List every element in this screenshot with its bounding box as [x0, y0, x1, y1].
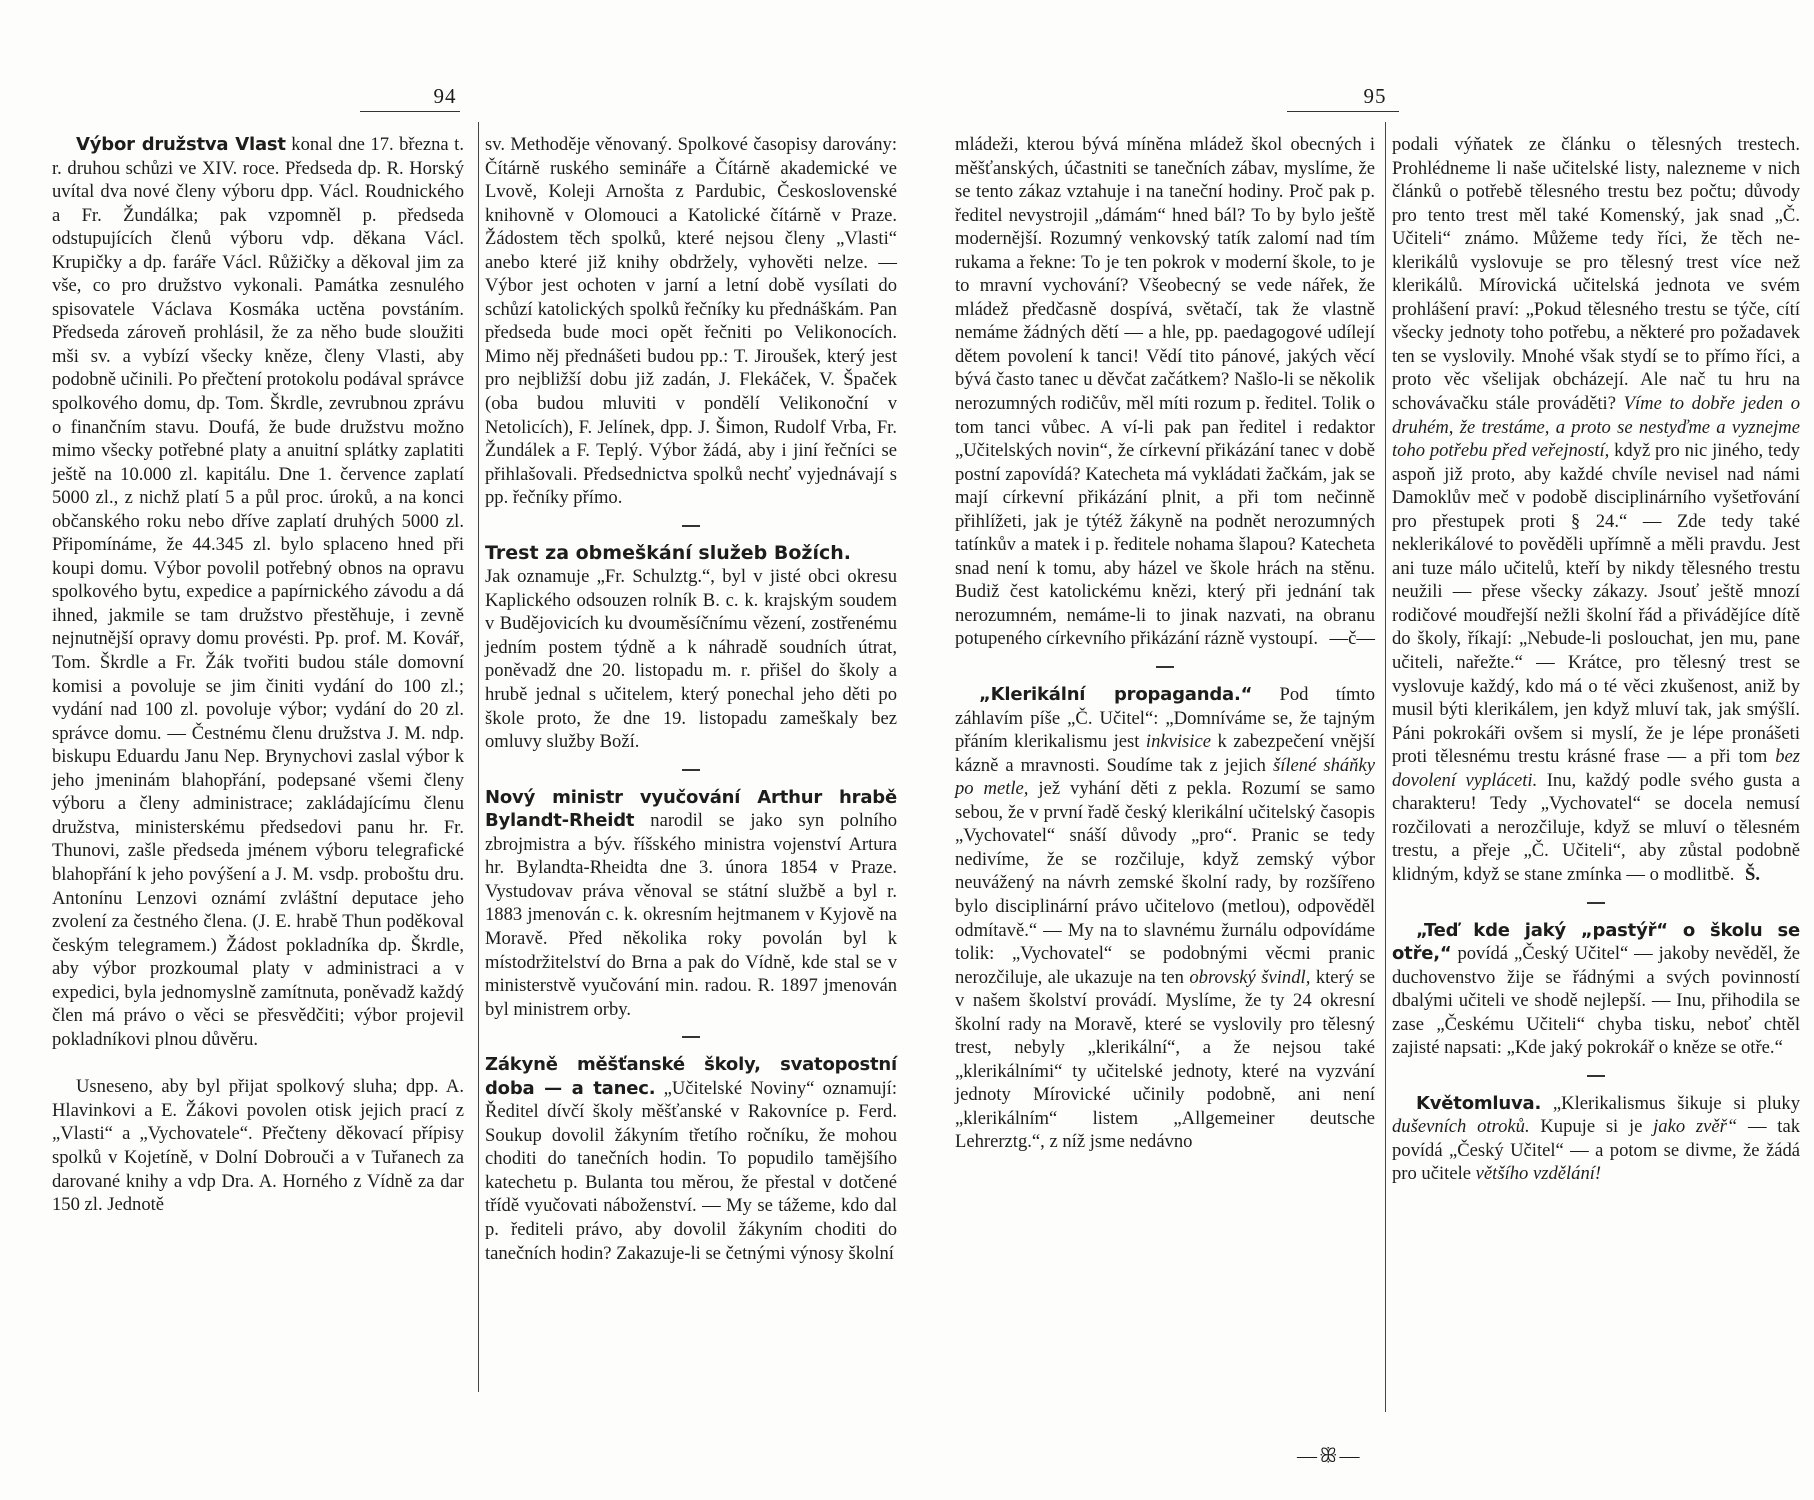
- headline-pastyr: „Teď kde jaký „pastýř“ o školu se otře,“: [1392, 919, 1800, 965]
- emphasis-svindl: obrovský švindl,: [1189, 966, 1311, 988]
- article-trest: [485, 542, 897, 754]
- body-pastyr: povídá „Český Učitel“ — jakoby nevěděl, že duchovenstvo žije se řádnými a svých povinností dbalými učiteli ve shodě nejlepší. — Inu, přihodila se zase „Českému Učiteli“ chyba tisku, neboť chtěl zajisté napsati: „Kde jaký pokrokář o kněze se otře.“: [1392, 943, 1800, 1059]
- right-page: [907, 0, 1814, 1500]
- signature-s: Š.: [1745, 863, 1760, 885]
- emphasis-vyplaceti: bez dovolení vypláceti.: [1392, 746, 1800, 791]
- body-kvetomluva-a: „Klerikalismus šikuje si pluky: [1552, 1092, 1800, 1114]
- body-vybor-druzstva: konal dne 17. března t. r. druhou schůzi ve XIV. roce. Předseda dp. R. Horský uvítal dva nové členy výboru dpp. Václ. Roudnického a Fr. Žundálka; pak vzpomněl p. předseda odstupujících členů výboru vdp. děkana Václ. Krupičky a dp. faráře Václ. Růžičky a děkoval jim za vše, co pro družstvo vykonali. Památka zesnulého spisovatele Václava Kosmáka uctěna povstáním. Předseda zároveň prohlásil, že za něho bude sloužiti mši sv. a vybízí všecky kněze, členy Vlasti, aby podobně učinili. Po přečtení protokolu podával správce spolkového domu, dp. Tom. Škrdle, zevrubnou zprávu o finančním stavu. Doufá, že bude družstvu možno mimo všecky potřebné platy a anuitní splátky zaplatiti ještě na 10.000 zl. kapitálu. Dne 1. července zaplatí 5000 zl., z nichž platí 5 a půl proc. úroků, a na konci občanského roku nebo dříve zaplatí druhých 5000 zl. Připomínáme, že 44.345 zl. bylo splaceno hned při koupi domu. Výbor povolil potřebný obnos na opravu spolkového bytu, expedice a papírnického závodu a dá ihned, jakmile se tam družstvo přestěhuje, i zevně nejnutnější opravy domu provésti. Pp. prof. M. Kovář, Tom. Škrdle a Fr. Žák tvořiti budou stále domovní komisi a povoluje se jim činiti vydání do 100 zl.; vydání nad 100 zl. povoluje výbor; vydání do 20 zl. správce domu. — Čestnému členu družstva J. M. ndp. biskupu Eduardu Janu Nep. Brynychovi zaslal výbor k jeho jmeninám blahopřání, podepsané všemi členy výboru a členy administrace; zakládajícímu členu družstva, ministerskému předsedovi panu hr. Fr. Thunovi, zašle předseda jménem výboru telegrafické blahopřání k jeho povýšení a J. M. vsdp. proboštu dru. Antonínu Lenzovi oznámí zvláštní deputace jeho zvolení za čestného člena. (J. E. hrabě Thun poděkoval českým telegramem.) Žádost pokladníka dp. Škrdle, aby výbor prozkoumal platy v administraci a v expedici, byla jednomyslně zamítnuta, poněvadž každý člen má právo o věci se přesvědčiti; výbor projevil pokladníkovi plnou důvěru.: [52, 134, 464, 1050]
- body-tresty-b: když pro nic jiného, tedy aspoň již proto, aby každé chvíle nevisel nad námi Damoklův meč v podobě disciplinárního vyšetřování pro přestupek proti § 24.“ — Zde tedy také neklerikálové to pověděli upřímně a měli pravdu. Jest ani tuze málo učitelů, kteří by nikdy tělesného trestu neužili — přese všecky zákazy. Jsouť ještě mnozí rodičové moudřejší nežli školní řád a přivádějíce dítě do školy, říkají: „Nebude-li poslouchat, jen mu, pane učiteli, nařežte.“ — Krátce, pro tělesný trest se vyslovuje každý, kdo má o té věci zkušenost, aniž by musil býti klerikálem, jen když mluví tak, jak smýšlí. Páni pokrokáři ovšem si myslí, že je lépe pronášeti proti tělesnému trestu krásné frase — a při tom: [1392, 440, 1800, 768]
- right-page-column-1: [955, 133, 1375, 1154]
- paragraph-continuation-tresty: [1392, 133, 1800, 887]
- page-number-rule-left: [360, 111, 460, 112]
- right-page-column-2: [1392, 133, 1800, 1186]
- separator-rule: [1587, 1075, 1605, 1077]
- left-page-column-1: [52, 133, 464, 1217]
- end-ornament: —ꕥ—: [1297, 1445, 1362, 1467]
- body-kvetomluva-c: — tak povídá „Český Učitel“ — a potom se divme, že žádá pro učitele: [1392, 1116, 1801, 1185]
- paragraph-continuation-mladez: [955, 133, 1375, 651]
- separator-rule: [1156, 666, 1174, 668]
- body-propaganda-a: Pod tímto záhlavím píše „Č. Učitel“: „Domníváme se, že tajným přáním klerikalismu jest: [955, 684, 1375, 753]
- body-propaganda-c: jež vyhání děti z pekla. Rozumí se samo sebou, že v první řadě český klerikální učitelský časopis „Vychovatel“ snáší důvody „pro“. Pranic se tedy nedivíme, že se rozčiluje, když zemský výbor neuvážený na návrh zemské školní rady, by rozšířeno bylo disciplinární právo učitelovo (metlou), odpověděl odmítavě.“ — My na to slavnému žurnálu odpovídáme tolik: „Vychovatel“ se podobnými věcmi pranic nerozčiluje, ale ukazuje na ten: [955, 778, 1376, 988]
- paragraph-usneseno: Usneseno, aby byl přijat spolkový sluha; dpp. A. Hlavinkovi a E. Žákovi povolen otisk jejich prací z „Vlasti“ a „Vychovatele“. Přečteny děkovací přípisy spolků v Kojetíně, v Dolní Dobrouči a v Tuřanech za darované knihy a vdp Dra. A. Horného z Vídně za dar 150 zl. Jednotě: [52, 1076, 464, 1216]
- emphasis-vzdelani: většího vzdělání!: [1475, 1163, 1602, 1185]
- separator-rule: [682, 525, 700, 527]
- body-zakyne: „Učitelské Noviny“ oznamují: Ředitel dívčí školy měšťanské v Rakovníce p. Ferd. Soukup dovolil žákyním třetího ročníku, že mohou choditi do tanečních hodin. To popudilo tamějšího katechetu p. Bulanta tou měrou, že přestal v dotčené třídě vyučovati náboženství. — My se tážeme, kdo dal p. řediteli právo, aby dovolil žákyním choditi do tanečních hodin? Zakazuje-li se četnými výnosy školní: [485, 1077, 897, 1264]
- headline-ministr: Nový ministr vyučování Arthur hrabě Bylandt-Rheidt: [485, 786, 897, 832]
- emphasis-otroku: duševních otroků.: [1392, 1116, 1530, 1138]
- emphasis-shanky: šílené sháňky po metle,: [955, 754, 1375, 800]
- column-divider-left: [478, 122, 479, 1392]
- separator-rule: [682, 769, 700, 771]
- emphasis-vime: Víme to dobře jeden o druhém, že trestáme, a proto se nestyďme a vyznejme toho potřebu před veřejností,: [1392, 393, 1800, 462]
- left-page-column-2: [485, 133, 897, 1265]
- article-vybor-druzstva: [52, 133, 464, 1051]
- article-ministr: [485, 786, 897, 1021]
- body-mladez: mládeži, kterou bývá míněna mládež škol obecných i měšťanských, účastniti se tanečních zábav, myslíme, že se tento zákaz vztahuje i na taneční hodiny. Proč pak p. ředitel nevystrojil „dámám“ hned bál? To by bylo ještě modernější. Rozumný venkovský tatík zalomí nad tím rukama a řekne: To je ten pokrok v moderní škole, to je to mravní vychování? Všeobecný se vede nářek, že mládež předčasně dospívá, světačí, tak že vlastně nemáme žádných dětí — a hle, pp. paedagogové udílejí dětem povolení k tanci! Vědí tito pánové, jakých věcí bývá často tanec u děvčat začátkem? Našlo-li se několik nerozumných rodičův, měl míti rozum p. ředitel. Tolik o tom tanci vůbec. A ví-li pak pan ředitel i redaktor „Učitelských novin“, že církevní přikázání tanec v době postní zapovídá? Katecheta má vykládati žačkám, jak se mají církevní přikázání plnit, a při tom nečinně přihlížeti, jak je týtéž žákyně na podnět nerozumných tatínkův a matek i p. ředitele nohama šlapou? Katecheta snad není k tomu, aby házel ve škole hrách na stěnu. Budiž čest katolickému knězi, který při jednání tak nerozumném, nemáme-li to jinak nazvati, na obranu potupeného církevního přikázání rázně vystoupí.: [955, 134, 1375, 650]
- page-number-rule-right: [1287, 111, 1399, 112]
- emphasis-inkvisice: inkvisice: [1145, 731, 1211, 753]
- article-kvetomluva: [1392, 1092, 1800, 1186]
- body-propaganda-d: který se v našem školství provádí. Myslíme, že ty 24 okresní školní rady na Moravě, které se vyslovily pro tělesný trest, nebyly „klerikální“, a že nejsou také „klerikálními“ ty učitelské jednoty, které na vyzvání jednoty Mírovické učinily podobně, ani není „klerikálním“ listem „Allgemeiner deutsche Lehrerztg.“, z níž jsme nedávno: [955, 966, 1375, 1153]
- column-divider-right: [1385, 122, 1386, 1412]
- headline-vybor-druzstva: Výbor družstva Vlast: [76, 134, 286, 155]
- body-tresty-a: podali výňatek ze článku o tělesných trestech. Prohlédneme li naše učitelské listy, nalezneme v nich článků o potřebě tělesného trestu bez počtu; důvody pro tento trest měl také Komenský, jak snad „Č. Učiteli“ známo. Můžeme tedy říci, že těch ne-klerikálů vyslovuje se pro tělesný trest více než klerikálů. Mírovická učitelská jednota ve svém prohlášení praví: „Pokud tělesného trestu se týče, cítí všecky jednoty toho potřebu, a některé pro požadavek ten se vyslovily. Mnohé však stydí se to přímo říci, a proto věc všelijak obcházejí. Ale nač tu hru na schovávačku stále prováděti?: [1392, 134, 1800, 415]
- body-propaganda-b: k zabezpečení vnější kázně a mravnosti. Soudíme tak z jejich: [955, 731, 1375, 776]
- body-trest: Jak oznamuje „Fr. Schulztg.“, byl v jisté obci okresu Kaplického odsouzen rolník B. c. k. krajským soudem v Budějovicích ku dvouměsíčnímu vězení, zostřenému jedním postem týdně a k náhradě soudních útrat, poněvadž dne 20. listopadu m. r. přišel do školy a hrubě jednal s učitelem, který ponechal jeho děti po škole proto, že dne 19. listopadu zameškaly bez omluvy služby Boží.: [485, 566, 897, 753]
- page-number-left: 94: [433, 84, 457, 108]
- article-klerikalni-propaganda: [955, 683, 1375, 1154]
- headline-trest: Trest za obmeškání služeb Božích.: [485, 541, 852, 564]
- article-zakyne: [485, 1053, 897, 1265]
- separator-rule: [1587, 902, 1605, 904]
- headline-zakyne: Zákyně měšťanské školy, svatopostní doba — a tanec.: [485, 1054, 897, 1099]
- body-tresty-c: Inu, každý podle svého gusta a charakteru! Tedy „Vychovatel“ se docela nemusí rozčilovati a nerozčiluje, když se mluví o tělesném trestu, a přeje „Č. Učiteli“, aby zůstal podobně klidným, když se stane zmínka — o modlitbě.: [1392, 769, 1800, 885]
- signature-c: —č—: [1329, 628, 1375, 650]
- separator-rule: [682, 1036, 700, 1038]
- paragraph-continuation-methodej: sv. Methoděje věnovaný. Spolkové časopisy darovány: Čítárně ruského semináře a Čítárně akademické ve Lvově, Koleji Arnošta z Pardubic, Československé knihovně v Olomouci a Katolické čítárně v Praze. Žádostem těch spolků, které nejsou členy „Vlasti“ anebo které již knihy obdržely, vyhověti nelze. — Výbor jest ochoten v jarní a letní době vysílati do schůzí katolických spolků řečníky ku přednáškám. Pan předseda bude moci opět řečniti po Velikonocích. Mimo něj přednášeti budou pp.: T. Jiroušek, který jest pro nejbližší dobu již zadán, J. Flekáček, V. Špaček (oba budou mluviti v pondělí Velikonoční v Netolicích), F. Jelínek, dpp. J. Šimon, Rudolf Vrba, Fr. Žundálek a F. Teplý. Výbor žádá, aby i jiní řečníci se přihlašovali. Předsednictva spolků nechť vyjednávají s pp. řečníky přímo.: [485, 134, 897, 509]
- article-pastyr: [1392, 919, 1800, 1060]
- headline-klerikalni-propaganda: „Klerikální propaganda.“: [979, 684, 1253, 706]
- headline-kvetomluva: Květomluva.: [1416, 1092, 1542, 1114]
- page-number-right: 95: [1363, 84, 1387, 108]
- body-ministr: narodil se jako syn polního zbrojmistra a býv. říšského ministra vojenství Artura hr. Bylandta-Rheidta dne 3. února 1854 v Praze. Vystudovav práva věnoval se státní službě a byl r. 1883 jmenován c. k. okresním hejtmanem v Kyjově na Moravě. Před několika roky povolán byl k místodržitelství do Brna a pak do Vídně, kde stal se v ministerstvě vyučování min. radou. R. 1897 jmenován byl ministrem orby.: [485, 810, 897, 1020]
- emphasis-zver: jako zvěř“: [1653, 1116, 1738, 1138]
- body-kvetomluva-b: Kupuje si je: [1540, 1116, 1643, 1138]
